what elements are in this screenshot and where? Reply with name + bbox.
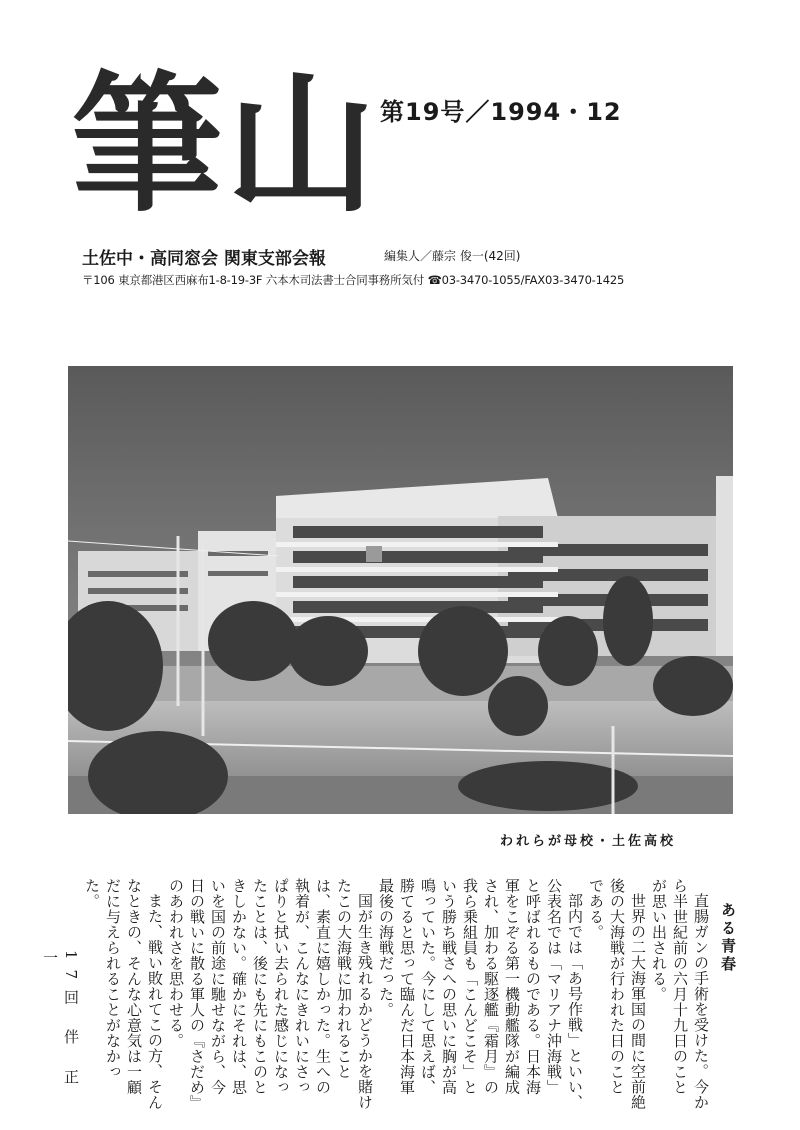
contact-address: 〒106 東京都港区西麻布1-8-19-3F 六本木司法書士合同事務所気付 ☎03-3470-1055/FAX03-3470-1425 (82, 273, 625, 287)
essay-article (39, 878, 738, 1110)
photo-caption: われらが母校・土佐高校 (500, 834, 677, 849)
school-building-photo (68, 366, 733, 814)
organization-name: 土佐中・高同窓会 関東支部会報 (82, 249, 326, 269)
editor-credit: 編集人／藤宗 俊一(42回) (384, 249, 521, 263)
article-heading: ある青春 (719, 902, 737, 974)
article-paragraph: また、戦い敗れてこの方、そんなときの、そんな心意気は一顧だに与えられることがなかった。 (83, 878, 164, 1110)
newsletter-title: 筆山 (72, 57, 381, 233)
article-paragraph: 世界の二大海軍国の間に空前絶後の大海戦が行われた日のことである。 (587, 878, 647, 1110)
article-paragraph: 直腸ガンの手術を受けた。今から半世紀前の六月十九日のことが思い出される。 (650, 878, 710, 1110)
article-author: 17回 伴 正一 (41, 950, 80, 1094)
issue-number: 第19号／1994・12 (380, 98, 622, 126)
article-paragraph: 部内では「あ号作戦」といい、公表名では「マリアナ沖海戦」と呼ばれるものである。日本海軍をこぞる第一機動艦隊が編成され、加わる駆逐艦『霜月』の我ら乗組員も「こんどこそ」という勝ち戦さへの思いに胸が高鳴っていた。今にして思えば、勝てると思って臨んだ日本海軍最後の海戦だった。 (377, 878, 584, 1110)
article-paragraph: 国が生き残れるかどうかを賭けたこの大海戦に加われることは、素直に嬉しかった。生への執着が、こんなにきれいにさっぱりと拭い去られた感じになったことは、後にも先にもこのときしかない。確かにそれは、思いを国の前途に馳せながら、今日の戦いに散る軍人の『さだめ』のあわれさを思わせる。 (167, 878, 374, 1110)
